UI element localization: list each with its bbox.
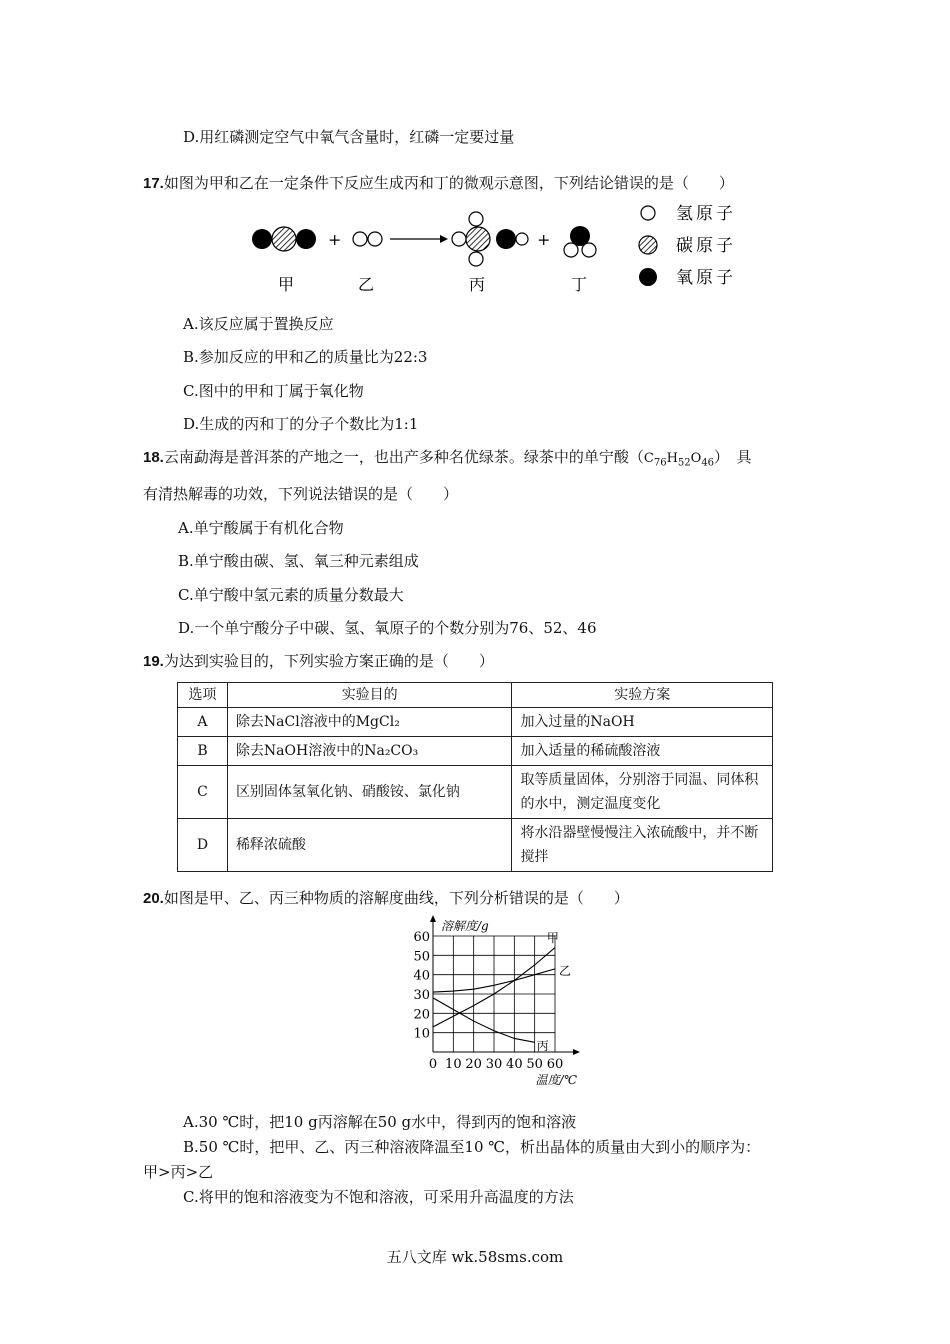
q17-stem-text: 如图为甲和乙在一定条件下反应生成丙和丁的微观示意图，下列结论错误的是（ ） bbox=[163, 174, 734, 192]
label-jia: 甲 bbox=[278, 275, 295, 294]
legend-hydrogen: 氢原子 bbox=[676, 204, 736, 224]
series-line-丙 bbox=[433, 998, 535, 1042]
table-row bbox=[178, 819, 773, 872]
q19-stem-text: 为达到实验目的，下列实验方案正确的是（ ） bbox=[163, 652, 494, 670]
x-tick-label: 0 bbox=[428, 1057, 438, 1072]
y-axis-label: 溶解度/g bbox=[441, 919, 489, 933]
q18-option-d: D.一个单宁酸分子中碳、氢、氧原子的个数分别为76、52、46 bbox=[178, 619, 597, 637]
solubility-chart bbox=[405, 912, 590, 1092]
row-goal: 除去NaCl溶液中的MgCl₂ bbox=[227, 708, 512, 737]
row-goal: 区别固体氢氧化钠、硝酸铵、氯化钠 bbox=[227, 766, 512, 819]
x-tick-label: 20 bbox=[465, 1057, 482, 1072]
label-yi: 乙 bbox=[358, 275, 375, 294]
tannic-acid-formula: $C_{76}H_{52}O_{46}$ bbox=[643, 451, 715, 469]
q20-option-a: A.30 ℃时，把10 g丙溶解在50 g水中，得到丙的饱和溶液 bbox=[183, 1113, 577, 1131]
y-tick-label: 10 bbox=[413, 1026, 430, 1042]
x-tick-label: 40 bbox=[506, 1057, 523, 1072]
q17-stem bbox=[143, 173, 734, 194]
reaction-arrow-icon bbox=[390, 235, 448, 243]
row-plan: 将水沿器壁慢慢注入浓硫酸中，并不断搅拌 bbox=[512, 819, 773, 872]
row-option: D bbox=[178, 819, 228, 872]
q19-stem bbox=[143, 651, 494, 672]
header-option: 选项 bbox=[178, 683, 228, 708]
row-plan: 取等质量固体，分别溶于同温、同体积的水中，测定温度变化 bbox=[512, 766, 773, 819]
q18-stem-part2: ） 具 bbox=[714, 448, 752, 466]
hydrogen-atom-icon bbox=[641, 206, 655, 220]
y-tick-label: 40 bbox=[413, 968, 430, 984]
table-row bbox=[178, 737, 773, 766]
q18-number: 18. bbox=[143, 449, 164, 466]
row-goal: 稀释浓硫酸 bbox=[227, 819, 512, 872]
legend-oxygen: 氧原子 bbox=[676, 268, 736, 288]
label-ding: 丁 bbox=[571, 275, 588, 294]
x-axis-label: 温度/℃ bbox=[535, 1073, 577, 1087]
q18-option-a: A.单宁酸属于有机化合物 bbox=[178, 519, 344, 537]
table-row bbox=[178, 766, 773, 819]
row-option: A bbox=[178, 708, 228, 737]
q18-stem-line2: 有清热解毒的功效，下列说法错误的是（ ） bbox=[143, 485, 459, 503]
q20-option-b: B.50 ℃时，把甲、乙、丙三种溶液降温至10 ℃，析出晶体的质量由大到小的顺序为： bbox=[183, 1138, 761, 1156]
footer-text: 五八文库 wk.58sms.com bbox=[386, 1248, 564, 1266]
y-tick-label: 50 bbox=[413, 949, 430, 965]
oxygen-atom-icon bbox=[639, 268, 657, 286]
q18-option-c: C.单宁酸中氢元素的质量分数最大 bbox=[178, 586, 404, 604]
molecule-yi bbox=[353, 232, 382, 246]
experiment-table bbox=[177, 682, 773, 872]
table-row bbox=[178, 708, 773, 737]
q17-option-d: D.生成的丙和丁的分子个数比为1:1 bbox=[183, 415, 419, 433]
plus-sign-2: + bbox=[537, 230, 551, 249]
molecule-ding bbox=[564, 226, 596, 257]
q18-stem bbox=[143, 447, 752, 474]
y-tick-label: 60 bbox=[413, 930, 430, 945]
series-label-甲: 甲 bbox=[546, 931, 559, 945]
x-tick-label: 60 bbox=[546, 1057, 564, 1072]
q17-number: 17. bbox=[143, 175, 164, 192]
row-plan: 加入适量的稀硫酸溶液 bbox=[512, 737, 773, 766]
q18-stem-part1: 云南勐海是普洱茶的产地之一，也出产多种名优绿茶。绿茶中的单宁酸（ bbox=[163, 448, 644, 466]
molecule-bing bbox=[452, 212, 528, 266]
q17-option-a: A.该反应属于置换反应 bbox=[183, 315, 334, 333]
x-tick-label: 50 bbox=[526, 1057, 543, 1072]
x-tick-label: 30 bbox=[485, 1057, 503, 1072]
y-axis-arrow-icon bbox=[430, 915, 436, 922]
header-goal: 实验目的 bbox=[227, 683, 512, 708]
q20-number: 20. bbox=[143, 890, 164, 907]
molecule-jia bbox=[252, 227, 316, 251]
q17-option-b: B.参加反应的甲和乙的质量比为22:3 bbox=[183, 348, 428, 366]
q20-option-c: C.将甲的饱和溶液变为不饱和溶液，可采用升高温度的方法 bbox=[183, 1188, 574, 1206]
x-axis-arrow-icon bbox=[573, 1049, 580, 1055]
y-tick-label: 30 bbox=[413, 988, 430, 1003]
row-option: B bbox=[178, 737, 228, 766]
legend-carbon: 碳原子 bbox=[676, 236, 736, 256]
q16-option-d: D.用红磷测定空气中氧气含量时，红磷一定要过量 bbox=[183, 128, 515, 146]
reaction-diagram bbox=[240, 198, 760, 298]
y-tick-label: 20 bbox=[413, 1007, 430, 1023]
q18-option-b: B.单宁酸由碳、氢、氧三种元素组成 bbox=[178, 552, 419, 570]
carbon-atom-icon bbox=[639, 236, 657, 254]
plus-sign-1: + bbox=[328, 230, 342, 249]
q20-option-b-cont: 甲>丙>乙 bbox=[143, 1163, 214, 1181]
table-header-row bbox=[178, 683, 773, 708]
series-label-丙: 丙 bbox=[536, 1039, 549, 1054]
q19-number: 19. bbox=[143, 653, 164, 670]
row-goal: 除去NaOH溶液中的Na₂CO₃ bbox=[227, 737, 512, 766]
header-plan: 实验方案 bbox=[512, 683, 773, 708]
series-label-乙: 乙 bbox=[559, 963, 572, 978]
q20-stem-text: 如图是甲、乙、丙三种物质的溶解度曲线，下列分析错误的是（ ） bbox=[163, 889, 629, 907]
row-option: C bbox=[178, 766, 228, 819]
row-plan: 加入过量的NaOH bbox=[512, 708, 773, 737]
label-bing: 丙 bbox=[469, 275, 486, 294]
q17-option-c: C.图中的甲和丁属于氧化物 bbox=[183, 382, 364, 400]
x-tick-label: 10 bbox=[445, 1057, 462, 1072]
q20-stem bbox=[143, 888, 629, 909]
